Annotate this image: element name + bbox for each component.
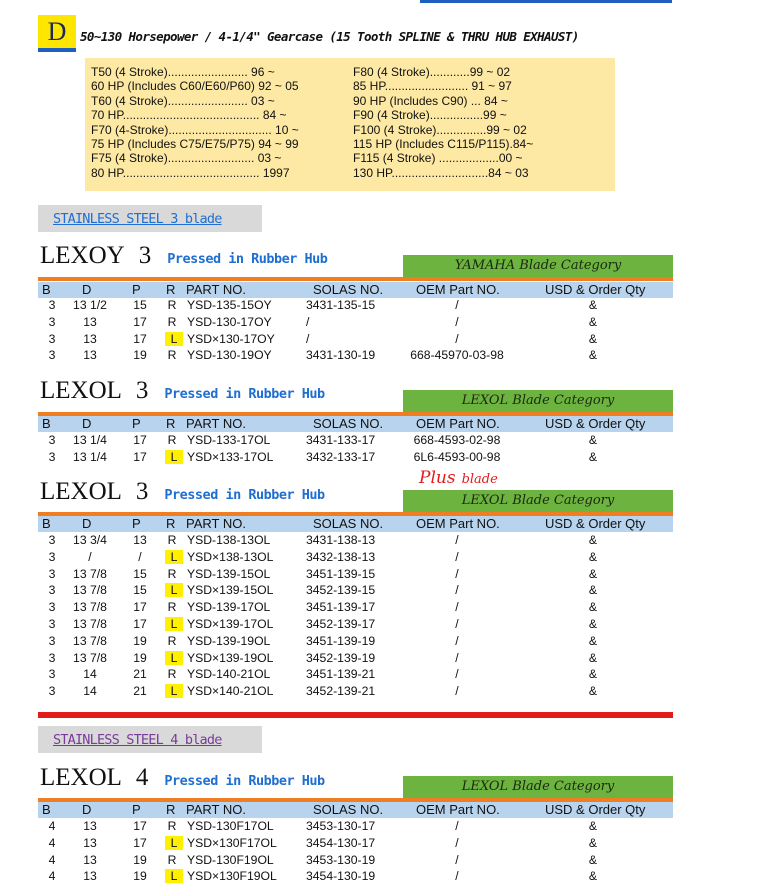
left-hand-marker: L [165,617,183,631]
table-cell: & [588,549,598,564]
blade-category-banner: LEXOL Blade Category [403,776,673,798]
table-cell: YSD×130-17OY [187,331,275,346]
table-cell: 13 [83,835,97,850]
table-cell [165,550,179,564]
table-cell: 3454-130-19 [306,869,376,884]
table-cell: 4 [48,819,56,833]
column-header: B [42,282,51,297]
table-cell: 21 [133,684,147,699]
table-row [38,634,673,651]
column-header: PART NO. [186,282,246,297]
table-cell: 19 [133,869,147,884]
table-cell: 3452-139-19 [306,650,376,665]
top-accent-line [420,0,672,3]
table-cell: / [138,549,142,564]
table-cell: YSD-130F17OL [187,819,274,833]
table-cell: 3 [48,650,56,665]
table-header [38,516,673,532]
column-header: R [166,802,176,817]
table-cell: 13 1/2 [73,298,107,312]
table-cell: 3431-138-13 [306,533,376,547]
table-cell: 3454-130-17 [306,835,376,850]
page-title: 50~130 Horsepower / 4-1/4" Gearcase (15 Tooth SPLINE & THRU HUB EXHAUST) [80,29,579,44]
table-cell: 3451-139-19 [306,633,376,648]
table-cell [165,617,179,631]
table-cell: 668-4593-02-98 [413,433,501,447]
hub-type: Pressed in Rubber Hub [164,487,325,503]
table-cell: 668-45970-03-98 [410,348,504,363]
table-cell: 17 [133,331,147,346]
table-cell: 3431-133-17 [306,433,376,447]
table-cell: & [588,566,598,581]
left-hand-marker: L [165,332,183,346]
column-header: D [82,516,92,531]
table-row [38,315,673,332]
table-cell: 13 [83,819,97,833]
table-cell: YSD-130F19OL [187,852,274,867]
table-cell: 6L6-4593-00-98 [413,449,501,464]
model-item: 130 HP.............................84 ~ 03 [353,165,529,180]
table-row [38,533,673,550]
table-cell: 3453-130-19 [306,852,376,867]
model-item: 75 HP (Includes C75/E75/P75) 94 ~ 99 [91,137,299,152]
table-cell: 3 [48,433,56,447]
table-cell: R [167,348,177,363]
table-cell: 15 [133,298,147,312]
table-cell: YSD-139-15OL [187,566,271,581]
section-tag-label: STAINLESS STEEL 3 blade [53,211,222,227]
table-cell [165,450,179,464]
table-row [38,853,673,870]
column-header: OEM Part NO. [416,282,500,297]
table-row [38,550,673,567]
table-cell: 13 1/4 [73,433,107,447]
table-cell: / [455,549,459,564]
table-cell: 19 [133,650,147,665]
table-cell: 3451-139-17 [306,600,376,615]
table-cell: 3 [48,633,56,648]
table-cell: & [588,819,598,833]
table-cell: 13 7/8 [73,650,107,665]
table-cell: / [455,869,459,884]
table-row [38,433,673,450]
table-cell: 19 [133,633,147,648]
model-item: 70 HP......................................... 84 ~ [91,108,287,123]
blade-count: 3 [135,377,149,404]
table-cell: 4 [48,852,56,867]
table-cell: 13 7/8 [73,566,107,581]
table-cell: & [588,650,598,665]
table-cell: & [588,869,598,884]
models-right-column [353,65,533,180]
table-cell: 3452-139-17 [306,617,376,631]
column-header: D [82,282,92,297]
table-cell: / [455,633,459,648]
table-cell: & [588,600,598,615]
column-header: B [42,416,51,431]
table-cell [165,869,179,883]
table-cell: 3 [48,348,56,363]
table-cell: 3453-130-17 [306,819,376,833]
table-cell: 19 [133,852,147,867]
table-row [38,567,673,584]
section-divider [38,712,673,718]
table-cell: 3432-133-17 [306,449,376,464]
table-cell: R [167,433,177,447]
section-tag-label: STAINLESS STEEL 4 blade [53,732,222,748]
table-cell: YSD×130F19OL [187,869,277,884]
table-cell: YSD×139-17OL [187,617,274,631]
table-cell: / [455,650,459,665]
series-name: LEXOL [40,377,122,404]
table-cell [165,684,179,698]
table-header [38,282,673,298]
left-hand-marker: L [165,651,183,665]
table-cell: & [588,314,598,329]
blade-count: 3 [138,242,152,269]
table-cell: / [455,835,459,850]
table-cell: / [455,533,459,547]
table-cell: 3 [48,331,56,346]
table-cell: 13 7/8 [73,583,107,598]
table-cell: 13 [83,852,97,867]
column-header: D [82,416,92,431]
table-cell: & [588,433,598,447]
table-cell: 13 7/8 [73,617,107,631]
table-cell: 3 [48,684,56,699]
table-cell: / [455,600,459,615]
hub-type: Pressed in Rubber Hub [164,773,325,789]
table-cell [165,836,179,850]
table-cell: & [588,667,598,682]
table-cell: & [588,449,598,464]
table-row [38,667,673,684]
table-cell: 3 [48,667,56,682]
table-cell: 13 1/4 [73,449,107,464]
table-cell: YSD×133-17OL [187,449,274,464]
table-cell: / [306,331,310,346]
table-cell: / [455,314,459,329]
table-cell: 3 [48,600,56,615]
model-item: F70 (4-Stroke)............................... 10 ~ [91,122,299,137]
column-header: R [166,516,176,531]
table-cell: & [588,835,598,850]
table-cell: 17 [133,449,147,464]
table-cell: & [588,298,598,312]
left-hand-marker: L [165,583,183,597]
table-cell: 3431-130-19 [306,348,376,363]
table-cell: 3452-139-15 [306,583,376,598]
model-item: T60 (4 Stroke)........................ 03 ~ [91,93,275,108]
model-item: 80 HP......................................... 1997 [91,165,290,180]
table-cell: / [455,667,459,682]
table-row [38,583,673,600]
model-item: F75 (4 Stroke).......................... 03 ~ [91,151,282,166]
model-item: F100 (4 Stroke)...............99 ~ 02 [353,122,527,137]
table-cell: R [167,600,177,615]
left-hand-marker: L [165,450,183,464]
column-header: P [132,282,141,297]
table-row [38,348,673,365]
table-cell [165,583,179,597]
table-cell: 14 [83,684,97,699]
column-header: PART NO. [186,802,246,817]
table-row [38,869,673,886]
model-item: F90 (4 Stroke)................99 ~ [353,108,507,123]
table-cell: / [455,583,459,598]
section-tag-3-blade [38,205,262,232]
series-title [40,478,325,509]
series-title [40,764,325,795]
column-header: PART NO. [186,516,246,531]
left-hand-marker: L [165,836,183,850]
table-cell: 3 [48,566,56,581]
table-cell: 17 [133,314,147,329]
left-hand-marker: L [165,869,183,883]
table-header [38,416,673,432]
table-cell: YSD-139-17OL [187,600,271,615]
table-cell: / [455,331,459,346]
table-row [38,819,673,836]
model-item: 85 HP......................... 91 ~ 97 [353,79,512,94]
table-cell: & [588,348,598,363]
table-cell: 3 [48,617,56,631]
table-cell: YSD-135-15OY [187,298,272,312]
column-header: USD & Order Qty [545,802,646,817]
column-header: OEM Part NO. [416,516,500,531]
table-cell: 17 [133,433,147,447]
table-cell: / [455,566,459,581]
model-item: 115 HP (Includes C115/P115).84~ [353,137,534,152]
table-row [38,684,673,701]
table-cell: & [588,331,598,346]
table-cell: / [455,819,459,833]
column-header: B [42,516,51,531]
table-cell: R [167,298,177,312]
column-header: SOLAS NO. [313,802,384,817]
applicable-models-box [85,58,615,191]
model-item: 90 HP (Includes C90) ... 84 ~ [353,93,508,108]
table-cell: 3 [48,449,56,464]
table-row [38,651,673,668]
column-header: USD & Order Qty [545,516,646,531]
table-cell: 3 [48,298,56,312]
table-cell [165,651,179,665]
table-cell: YSD×130F17OL [187,835,277,850]
column-header: R [166,416,176,431]
table-cell: R [167,533,177,547]
table-header [38,802,673,818]
table-cell: 3 [48,314,56,329]
table-cell: YSD×138-13OL [187,549,274,564]
table-cell: 17 [133,617,147,631]
table-cell: YSD-130-17OY [187,314,272,329]
section-badge: D [38,15,76,51]
table-cell: 4 [48,869,56,884]
column-header: P [132,802,141,817]
series-name: LEXOL [40,764,122,791]
column-header: OEM Part NO. [416,802,500,817]
table-cell: 13 [83,348,97,363]
table-cell: / [455,852,459,867]
table-cell: YSD×140-21OL [187,684,274,699]
table-cell: 17 [133,600,147,615]
table-row [38,600,673,617]
table-cell: 13 3/4 [73,533,107,547]
column-header: P [132,416,141,431]
table-cell: 13 [133,533,147,547]
table-cell: & [588,617,598,631]
table-cell: 3 [48,533,56,547]
table-cell: 15 [133,566,147,581]
blade-category-banner: LEXOL Blade Category [403,390,673,412]
series-name: LEXOL [40,478,122,505]
table-cell: 19 [133,348,147,363]
table-cell: / [88,549,92,564]
table-cell: 13 [83,869,97,884]
table-cell: 17 [133,819,147,833]
table-cell: R [167,852,177,867]
table-cell: 15 [133,583,147,598]
left-hand-marker: L [165,550,183,564]
table-cell: YSD×139-15OL [187,583,274,598]
hub-type: Pressed in Rubber Hub [167,251,328,267]
column-header: D [82,802,92,817]
table-cell: R [167,819,177,833]
series-title [40,377,325,408]
table-cell: / [455,617,459,631]
table-cell: 4 [48,835,56,850]
table-row [38,450,673,467]
column-header: SOLAS NO. [313,416,384,431]
model-item: T50 (4 Stroke)........................ 96 ~ [91,65,275,79]
table-cell: 3452-139-21 [306,684,376,699]
table-row [38,617,673,634]
plus-blade-note: Plus blade [419,468,498,488]
model-item: F115 (4 Stroke) ..................00 ~ [353,151,523,166]
table-cell: YSD-133-17OL [187,433,271,447]
badge-underline [38,48,76,52]
header-rule [38,277,673,281]
table-cell: & [588,684,598,699]
table-cell: / [306,314,310,329]
column-header: USD & Order Qty [545,282,646,297]
model-item: 60 HP (Includes C60/E60/P60) 92 ~ 05 [91,79,299,94]
table-cell: & [588,633,598,648]
table-cell: 13 [83,331,97,346]
table-cell: 3431-135-15 [306,298,376,312]
table-cell: YSD-130-19OY [187,348,272,363]
column-header: R [166,282,176,297]
model-item: F80 (4 Stroke)............99 ~ 02 [353,65,511,79]
table-cell: YSD-139-19OL [187,633,271,648]
table-row [38,836,673,853]
blade-category-banner: YAMAHA Blade Category [403,255,673,277]
table-cell: 17 [133,835,147,850]
table-cell: & [588,533,598,547]
table-cell: / [455,298,459,312]
left-hand-marker: L [165,684,183,698]
blade-category-banner: LEXOL Blade Category [403,490,673,512]
table-cell: 3432-138-13 [306,549,376,564]
blade-count: 3 [135,478,149,505]
models-left-column [91,65,299,180]
column-header: USD & Order Qty [545,416,646,431]
series-name: LEXOY [40,242,125,269]
table-cell: 14 [83,667,97,682]
table-cell: / [455,684,459,699]
table-cell: & [588,852,598,867]
table-cell [165,332,179,346]
table-cell: R [167,633,177,648]
column-header: OEM Part NO. [416,416,500,431]
table-cell: R [167,566,177,581]
blade-count: 4 [135,764,149,791]
table-cell: 13 7/8 [73,600,107,615]
table-cell: 21 [133,667,147,682]
table-cell: 13 7/8 [73,633,107,648]
table-cell: 3 [48,583,56,598]
table-cell: 3 [48,549,56,564]
table-cell: 3451-139-15 [306,566,376,581]
column-header: SOLAS NO. [313,282,384,297]
table-cell: 13 [83,314,97,329]
section-tag-4-blade [38,726,262,753]
table-cell: YSD-138-13OL [187,533,271,547]
table-row [38,298,673,315]
table-cell: YSD×139-19OL [187,650,274,665]
column-header: PART NO. [186,416,246,431]
column-header: SOLAS NO. [313,516,384,531]
table-cell: R [167,667,177,682]
table-cell: & [588,583,598,598]
table-cell: R [167,314,177,329]
table-cell: YSD-140-21OL [187,667,271,682]
series-title [40,242,327,273]
column-header: P [132,516,141,531]
hub-type: Pressed in Rubber Hub [164,386,325,402]
table-row [38,332,673,349]
column-header: B [42,802,51,817]
table-cell: 3451-139-21 [306,667,376,682]
